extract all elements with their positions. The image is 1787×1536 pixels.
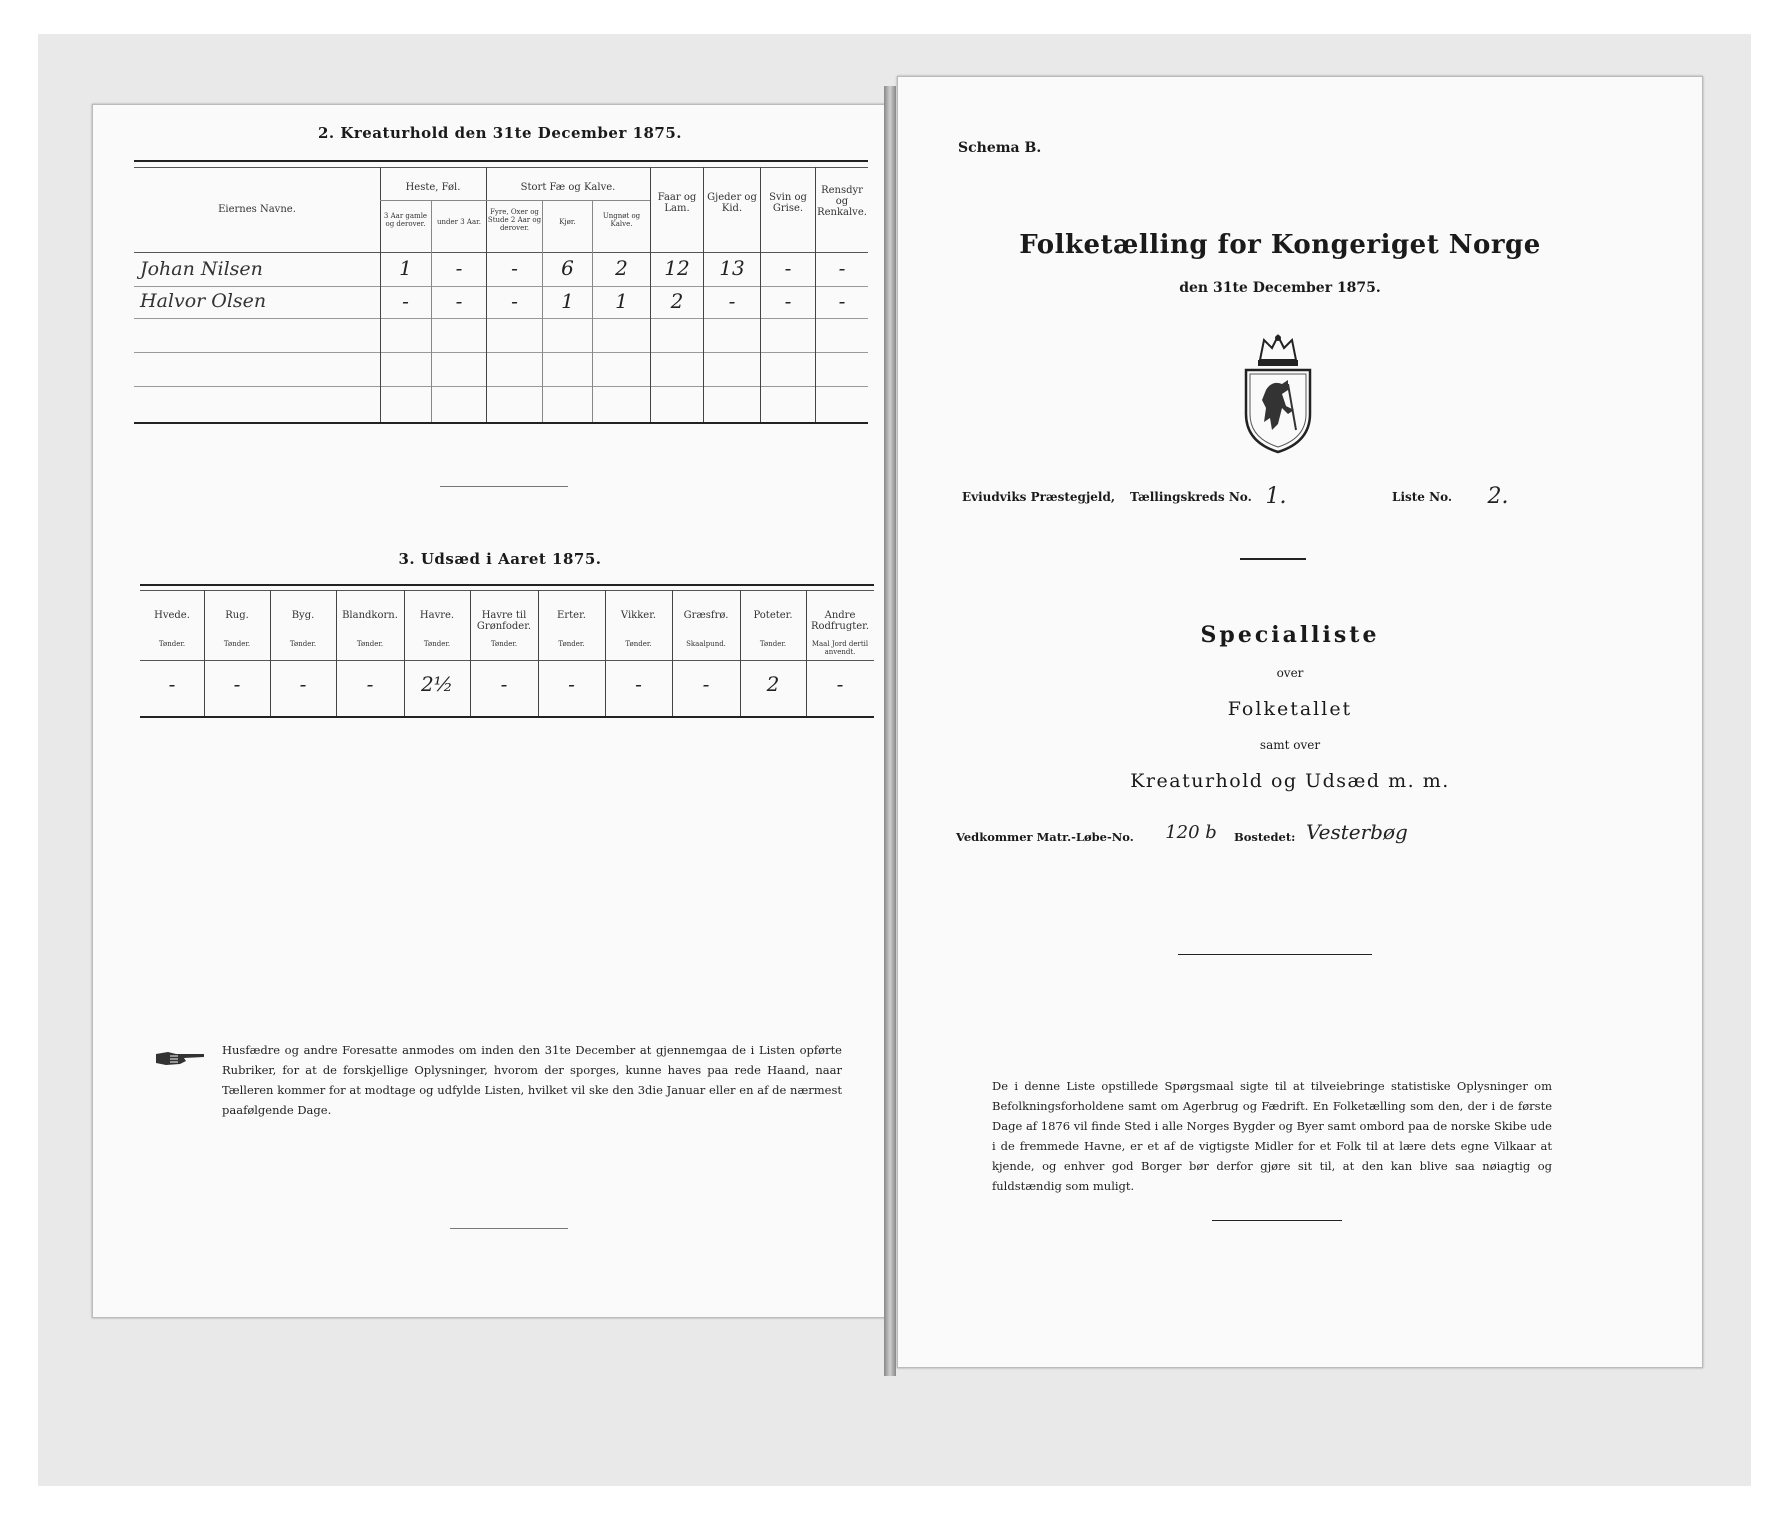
cell: 2 (670, 289, 684, 313)
cell: 13 (719, 256, 745, 280)
seed-col-name: Andre Rodfrugter. (810, 610, 870, 632)
specialliste-title: Specialliste (1200, 622, 1380, 648)
book-spine (884, 86, 896, 1376)
cell: 2 (615, 256, 628, 280)
footer-text: De i denne Liste opstillede Spørgsmaal sigte til at tilveiebringe statistiske Oplysninger om Befolkningsforholdene samt om Agerbrug og Fædrift. En Folketælling som den, der i de første Dage af 1876 vil finde Sted i alle Norges Bygder og Byer samt ombord paa de norske Skibe ude i de fremmede Havne, er et af de vigtigste Midler for et Folk til at lære dets egne Vilkaar at kjende, og enhver god Borger bør derfor gjøre sit til, at den kan blive saa nøiagtig og fuldstændig som muligt. (992, 1079, 1552, 1193)
over-text: over (1276, 666, 1304, 680)
seed-col-unit: Tønder. (625, 640, 652, 648)
seed-col-name: Blandkorn. (342, 610, 398, 621)
seed-col-name: Poteter. (753, 610, 793, 621)
seed-value: - (702, 672, 710, 696)
seed-col-unit: Tønder. (289, 640, 317, 648)
seed-col-unit: Tønder. (423, 640, 451, 648)
cell: - (838, 289, 846, 313)
divider (1178, 954, 1372, 955)
district-label: Tællingskreds No. (1130, 490, 1252, 504)
cell: - (838, 256, 846, 280)
seed-col-unit: Tønder. (558, 640, 585, 648)
cell: 1 (399, 256, 412, 280)
seed-value: - (836, 672, 844, 696)
schema-label: Schema B. (958, 140, 1042, 156)
cell: - (784, 289, 792, 313)
seed-value: - (299, 672, 307, 696)
census-subtitle: den 31te December 1875. (1179, 280, 1381, 296)
matr-label: Vedkommer Matr.-Løbe-No. (956, 830, 1134, 844)
seed-col-name: Vikker. (620, 610, 657, 621)
cell: 1 (561, 289, 574, 313)
cell: - (511, 256, 518, 280)
cows-header: Kjør. (559, 218, 576, 226)
seed-col-unit: Tønder. (223, 640, 251, 648)
pointing-hand-icon (154, 1048, 206, 1068)
cell: - (784, 256, 792, 280)
cell: - (728, 289, 736, 313)
divider (440, 486, 568, 487)
seed-col-name: Græsfrø. (683, 610, 729, 621)
seed-col-name: Erter. (557, 610, 586, 621)
seed-col-name: Rug. (225, 610, 249, 621)
cell: - (455, 289, 463, 313)
divider (450, 1228, 568, 1229)
seed-col-name: Havre til Grønfoder. (476, 610, 532, 632)
seed-col-unit: Tønder. (490, 640, 518, 648)
owner-header: Eiernes Navne. (218, 204, 296, 215)
cell: - (455, 256, 463, 280)
cell: - (402, 289, 409, 313)
horses-young-header: under 3 Aar. (437, 218, 481, 226)
bosted-label: Bostedet: (1234, 830, 1296, 844)
list-label: Liste No. (1392, 490, 1453, 504)
cell: 1 (615, 289, 628, 313)
seed-col-name: Havre. (419, 610, 455, 621)
instructions-note: Husfædre og andre Foresatte anmodes om inden den 31te December at gjennemgaa de i Listen opførte Rubriker, for at de forskjellige Oplysninger, hvorom der sporges, kunne haves paa rede Haand, naar Tælleren kommer for at modtage og udfylde Listen, hvilket vil ske den 3die Januar eller en af de nærmest paafølgende Dage. (222, 1043, 842, 1117)
cattle-header: Stort Fæ og Kalve. (520, 182, 616, 193)
norwegian-coat-of-arms-icon (1238, 334, 1318, 454)
horses-old-header: 3 Aar gamle og derover. (383, 212, 428, 228)
seed-col-name: Byg. (291, 610, 315, 621)
seed-value: 2½ (420, 672, 454, 696)
horses-header: Heste, Føl. (405, 182, 461, 193)
bosted-value: Vesterbøg (1306, 820, 1408, 844)
seed-value: - (168, 672, 176, 696)
seed-col-name: Hvede. (154, 610, 190, 621)
list-value: 2. (1487, 484, 1509, 509)
cell: - (511, 289, 518, 313)
seed-col-unit: Skaalpund. (686, 640, 726, 648)
divider (1212, 1220, 1342, 1221)
cell: 12 (664, 256, 690, 280)
seed-col-unit: Tønder. (356, 640, 384, 648)
census-title: Folketælling for Kongeriget Norge (1019, 230, 1541, 260)
seed-title: 3. Udsæd i Aaret 1875. (398, 550, 602, 568)
divider (1240, 558, 1306, 560)
seed-col-unit: Tønder. (158, 640, 186, 648)
seed-value: 2 (766, 672, 780, 696)
samt-over-text: samt over (1259, 738, 1321, 752)
sheep-header: Faar og Lam. (657, 192, 697, 214)
folketallet-text: Folketallet (1227, 698, 1353, 720)
owner-name-2: Halvor Olsen (140, 290, 267, 312)
seed-col-unit: Maal Jord dertil anvendt. (811, 640, 869, 656)
cattle-old-header: Fyre, Oxer og Stude 2 Aar og derover. (487, 208, 542, 232)
seed-value: - (568, 672, 575, 696)
seed-value: - (366, 672, 374, 696)
matr-value: 120 b (1165, 822, 1217, 843)
seed-value: - (233, 672, 241, 696)
seed-value: - (500, 672, 508, 696)
cell: 6 (561, 256, 574, 280)
pigs-header: Svin og Grise. (769, 192, 807, 214)
district-value: 1. (1265, 484, 1287, 509)
cattle-young-header: Ungnøt og Kalve. (602, 212, 641, 228)
kreaturhold-text: Kreaturhold og Udsæd m. m. (1130, 770, 1450, 792)
livestock-title: 2. Kreaturhold den 31te December 1875. (317, 124, 683, 142)
reindeer-header: Rensdyr og Renkalve. (817, 185, 867, 218)
goats-header: Gjeder og Kid. (707, 192, 757, 214)
seed-value: - (635, 672, 642, 696)
seed-col-unit: Tønder. (759, 640, 787, 648)
parish-label: Eviudviks Præstegjeld, (962, 490, 1116, 504)
owner-name-1: Johan Nilsen (140, 258, 263, 280)
